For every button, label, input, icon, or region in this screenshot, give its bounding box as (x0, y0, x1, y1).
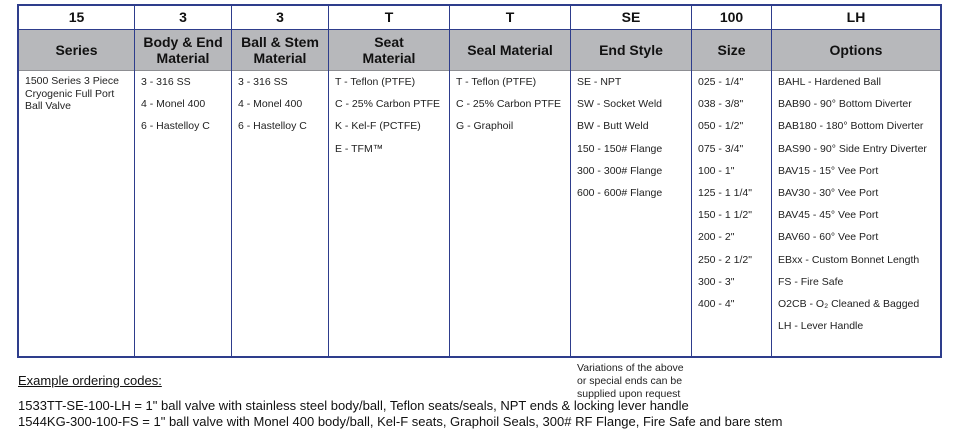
list-item: 600 - 600# Flange (577, 186, 663, 199)
list-item: 038 - 3/8" (698, 98, 744, 111)
list-item: 050 - 1/2" (698, 120, 744, 133)
end-style-note: Variations of the above or special ends can be supplied upon request (577, 362, 684, 400)
header-seal: Seal Material (450, 30, 570, 71)
list-item: BAV45 - 45° Vee Port (778, 209, 879, 222)
list-item: 300 - 3" (698, 275, 735, 288)
list-item: K - Kel-F (PCTFE) (335, 120, 421, 133)
column-series (19, 6, 135, 356)
code-size: 100 (692, 6, 771, 30)
list-item: O2CB - O₂ Cleaned & Bagged (778, 297, 920, 310)
list-item: BAB180 - 180° Bottom Diverter (778, 120, 924, 133)
list-item: 075 - 3/4" (698, 142, 744, 155)
code-ball-stem: 3 (232, 6, 328, 30)
code-series: 15 (19, 6, 134, 30)
list-item: 150 - 1 1/2" (698, 209, 752, 222)
list-item: G - Graphoil (456, 120, 514, 133)
body-seal (450, 71, 570, 142)
code-seal: T (450, 6, 570, 30)
list-item: 6 - Hastelloy C (238, 120, 307, 133)
list-item: 100 - 1" (698, 164, 735, 177)
list-item: 400 - 4" (698, 297, 735, 310)
column-body-end-material (135, 6, 232, 356)
code-body-end: 3 (135, 6, 231, 30)
body-body-end (135, 71, 231, 142)
list-item: 3 - 316 SS (238, 76, 288, 88)
list-item: BAHL - Hardened Ball (778, 76, 881, 88)
example-line: 1533TT-SE-100-LH = 1" ball valve with stainless steel body/ball, Teflon seats/seals, NPT ends & locking lever handle (18, 398, 689, 413)
list-item: BAV60 - 60° Vee Port (778, 231, 879, 244)
header-series: Series (19, 30, 134, 71)
list-item: 300 - 300# Flange (577, 164, 663, 177)
body-series (19, 71, 134, 113)
body-end-style (571, 71, 691, 400)
examples-title: Example ordering codes: (18, 373, 162, 388)
header-end-style: End Style (571, 30, 691, 71)
column-options (772, 6, 940, 356)
list-item: SE - NPT (577, 76, 622, 88)
list-item: 4 - Monel 400 (141, 98, 206, 111)
list-item: C - 25% Carbon PTFE (456, 98, 562, 111)
list-item: 125 - 1 1/4" (698, 186, 752, 199)
list-item: LH - Lever Handle (778, 320, 864, 333)
list-item: T - Teflon (PTFE) (456, 76, 537, 88)
list-item: BW - Butt Weld (577, 120, 649, 133)
list-item: BAB90 - 90° Bottom Diverter (778, 98, 912, 111)
list-item: FS - Fire Safe (778, 275, 844, 288)
list-item: EBxx - Custom Bonnet Length (778, 253, 920, 266)
list-item: SW - Socket Weld (577, 98, 662, 111)
list-item: T - Teflon (PTFE) (335, 76, 416, 88)
code-end-style: SE (571, 6, 691, 30)
body-seat (329, 71, 449, 164)
code-seat: T (329, 6, 449, 30)
header-body-end: Body & End Material (135, 30, 231, 71)
column-size (692, 6, 772, 356)
list-item: 6 - Hastelloy C (141, 120, 210, 133)
column-seat-material (329, 6, 450, 356)
list-item: BAV15 - 15° Vee Port (778, 164, 879, 177)
list-item: 3 - 316 SS (141, 76, 191, 88)
body-ball-stem (232, 71, 328, 142)
header-size: Size (692, 30, 771, 71)
body-options (772, 71, 940, 341)
header-ball-stem: Ball & Stem Material (232, 30, 328, 71)
column-seal-material (450, 6, 571, 356)
list-item: C - 25% Carbon PTFE (335, 98, 441, 111)
list-item: 250 - 2 1/2" (698, 253, 752, 266)
list-item: 200 - 2" (698, 231, 735, 244)
code-options: LH (772, 6, 940, 30)
list-item: BAS90 - 90° Side Entry Diverter (778, 142, 927, 155)
example-line: 1544KG-300-100-FS = 1" ball valve with Monel 400 body/ball, Kel-F seats, Graphoil Seals, 300# RF Flange, Fire Safe and bare stem (18, 414, 783, 429)
column-end-style (571, 6, 692, 400)
list-item: 4 - Monel 400 (238, 98, 303, 111)
body-size (692, 71, 771, 319)
header-seat: Seat Material (329, 30, 449, 71)
column-ball-stem-material (232, 6, 329, 356)
list-item: E - TFM™ (335, 142, 384, 155)
list-item: BAV30 - 30° Vee Port (778, 186, 879, 199)
example-ordering-codes (18, 373, 782, 430)
series-description: 1500 Series 3 Piece Cryogenic Full Port Ball Valve (25, 75, 119, 112)
list-item: 150 - 150# Flange (577, 142, 663, 155)
list-item: 025 - 1/4" (698, 76, 744, 88)
header-options: Options (772, 30, 940, 71)
